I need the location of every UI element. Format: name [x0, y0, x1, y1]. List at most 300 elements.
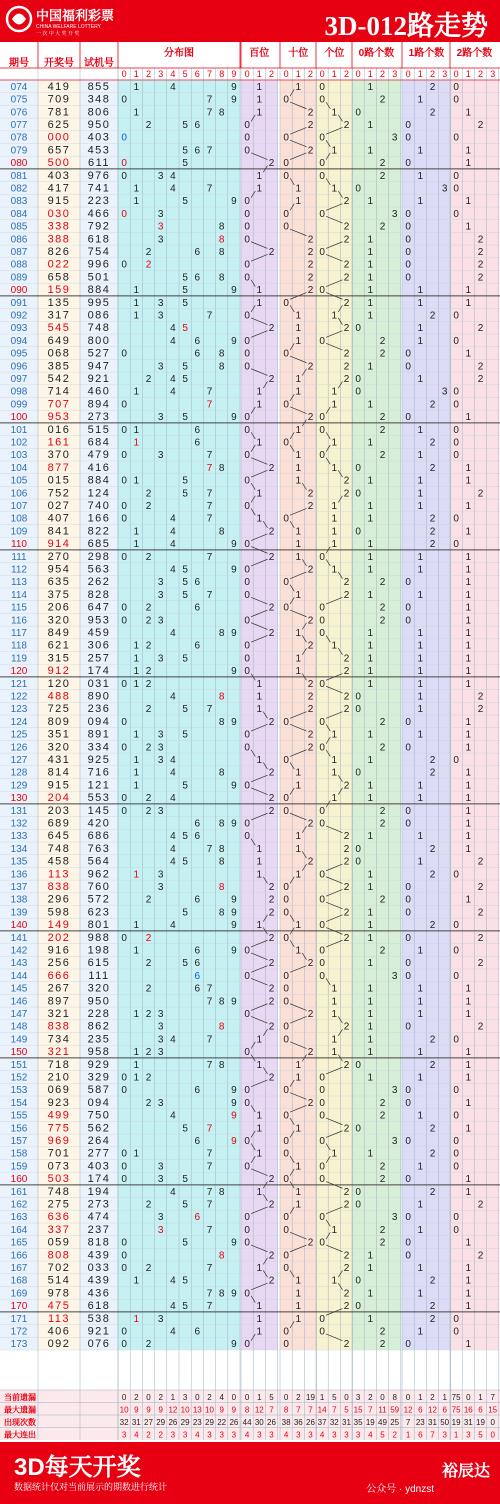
- route-mark: 2: [343, 234, 350, 246]
- stats-value: 0: [405, 1392, 411, 1402]
- route-mark: 1: [295, 526, 302, 538]
- count-mark: 0: [405, 361, 411, 373]
- stats-value: 2: [146, 1430, 151, 1440]
- route-mark: 0: [319, 602, 325, 614]
- route-mark: 2: [268, 894, 275, 906]
- route-mark: 0: [319, 450, 325, 462]
- dist-mark: 9: [231, 920, 237, 932]
- count-mark: 0: [453, 1034, 459, 1046]
- dist-mark: 0: [121, 742, 127, 754]
- dist-mark: 8: [218, 1250, 225, 1262]
- draw-cell: 073: [47, 1160, 71, 1173]
- dist-mark: 4: [170, 539, 176, 551]
- period-cell: 160: [10, 1174, 28, 1186]
- dist-mark: 5: [182, 297, 188, 309]
- route-mark: 1: [256, 678, 263, 690]
- route-mark: 1: [295, 1186, 302, 1198]
- route-mark: 1: [256, 107, 263, 119]
- trial-cell: 801: [87, 919, 111, 932]
- route-mark: 1: [256, 869, 263, 881]
- trial-cell: 474: [87, 1211, 111, 1224]
- count-mark: 1: [465, 780, 472, 792]
- period-cell: 078: [10, 132, 28, 144]
- dist-mark: 7: [206, 1034, 213, 1046]
- draw-cell: 203: [47, 804, 71, 817]
- route-digit-label: 1: [331, 69, 337, 79]
- count-mark: 0: [453, 945, 459, 957]
- count-mark: 0: [405, 894, 411, 906]
- header-period: 期号: [9, 58, 29, 69]
- count-mark: 1: [367, 119, 374, 131]
- route-mark: 0: [319, 818, 325, 830]
- stats-value: 7: [332, 1405, 337, 1415]
- dist-mark: 1: [133, 869, 140, 881]
- period-cell: 165: [10, 1237, 28, 1249]
- route-mark: 0: [244, 1224, 250, 1236]
- dist-mark: 0: [121, 513, 127, 525]
- count-mark: 1: [465, 843, 472, 855]
- route-mark: 0: [283, 208, 289, 220]
- route-digit-label: 1: [295, 69, 301, 79]
- dist-mark: 6: [194, 640, 201, 652]
- route-mark: 0: [244, 1135, 250, 1147]
- route-mark: 1: [331, 1148, 338, 1160]
- route-mark: 2: [343, 780, 350, 792]
- trial-cell: 439: [87, 1249, 111, 1262]
- count-mark: 1: [465, 615, 472, 627]
- dist-mark: 0: [121, 793, 127, 805]
- count-mark: 1: [417, 450, 424, 462]
- count-mark: 1: [465, 640, 472, 652]
- dist-mark: 1: [133, 1072, 140, 1084]
- dist-digit-label: 3: [158, 69, 164, 79]
- stats-value: 7: [368, 1405, 373, 1415]
- route-mark: 0: [319, 132, 325, 144]
- period-cell: 153: [10, 1085, 28, 1097]
- dist-mark: 2: [145, 1072, 152, 1084]
- count-mark: 1: [417, 424, 424, 436]
- header-r0count: 0路个数: [358, 48, 395, 59]
- draw-cell: 514: [47, 1274, 71, 1287]
- route-mark: 0: [244, 500, 250, 512]
- route-mark: 0: [283, 94, 289, 106]
- dist-mark: 1: [133, 653, 140, 665]
- count-mark: 1: [417, 945, 424, 957]
- route-mark: 0: [244, 145, 250, 157]
- route-mark: 2: [268, 805, 275, 817]
- dist-mark: 9: [231, 996, 237, 1008]
- dist-mark: 2: [145, 805, 152, 817]
- stats-value: 8: [283, 1405, 289, 1415]
- count-mark: 3: [391, 208, 398, 220]
- dist-mark: 1: [133, 297, 140, 309]
- draw-cell: 748: [47, 842, 71, 855]
- stats-value: 4: [244, 1430, 250, 1440]
- dist-mark: 5: [182, 1275, 188, 1287]
- route-mark: 0: [244, 1097, 250, 1109]
- trial-cell: 587: [87, 1084, 111, 1097]
- stats-value: 6: [442, 1405, 447, 1415]
- count-mark: 1: [465, 1237, 472, 1249]
- count-mark: 0: [355, 526, 361, 538]
- route-mark: 1: [331, 107, 338, 119]
- draw-cell: 702: [47, 1261, 71, 1274]
- count-mark: 1: [417, 691, 424, 703]
- stats-value: 15: [488, 1405, 498, 1415]
- period-cell: 127: [10, 754, 28, 766]
- count-mark: 2: [429, 869, 436, 881]
- route-mark: 1: [256, 1313, 263, 1325]
- dist-mark: 8: [218, 107, 225, 119]
- stats-value: 3: [355, 1430, 361, 1440]
- dist-mark: 2: [145, 932, 152, 944]
- draw-cell: 838: [47, 1020, 71, 1033]
- route-digit-label: 2: [307, 69, 314, 79]
- count-mark: 0: [405, 259, 411, 271]
- stats-label: 最大遗漏: [4, 1405, 36, 1415]
- dist-mark: 7: [206, 183, 213, 195]
- count-mark: 2: [379, 1339, 386, 1351]
- dist-mark: 7: [206, 1148, 213, 1160]
- period-cell: 100: [10, 412, 28, 424]
- count-mark: 1: [417, 627, 424, 639]
- route-mark: 0: [283, 1174, 289, 1186]
- count-mark: 3: [391, 970, 398, 982]
- period-cell: 162: [10, 1199, 28, 1211]
- trial-cell: 564: [87, 855, 111, 868]
- stats-value: 14: [317, 1405, 327, 1415]
- dist-mark: 4: [170, 526, 176, 538]
- route-mark: 2: [307, 1237, 314, 1249]
- dist-mark: 0: [121, 1148, 127, 1160]
- count-mark: 2: [379, 1174, 386, 1186]
- dist-mark: 7: [206, 843, 213, 855]
- count-mark: 1: [367, 983, 374, 995]
- route-mark: 0: [319, 1326, 325, 1338]
- route-mark: 1: [256, 704, 263, 716]
- count-mark: 3: [441, 386, 448, 398]
- count-mark: 1: [465, 551, 472, 563]
- stats-value: 0: [490, 1417, 495, 1427]
- draw-cell: 897: [47, 995, 71, 1008]
- dist-mark: 8: [218, 272, 225, 284]
- dist-mark: 7: [206, 500, 213, 512]
- dist-mark: 9: [231, 907, 237, 919]
- count-mark: 1: [367, 666, 374, 678]
- dist-mark: 0: [121, 1250, 127, 1262]
- dist-mark: 6: [194, 602, 201, 614]
- count-mark: 1: [367, 1313, 374, 1325]
- dist-mark: 1: [133, 539, 140, 551]
- route-mark: 1: [295, 653, 302, 665]
- route-mark: 0: [283, 793, 289, 805]
- draw-cell: 849: [47, 626, 71, 639]
- dist-mark: 7: [206, 551, 213, 563]
- draw-cell: 645: [47, 830, 71, 843]
- dist-mark: 5: [182, 958, 188, 970]
- route-mark: 1: [295, 1313, 302, 1325]
- period-cell: 102: [10, 437, 28, 449]
- trial-cell: 174: [87, 665, 111, 678]
- count-mark: 0: [405, 1097, 411, 1109]
- period-cell: 117: [11, 627, 27, 639]
- count-mark: 2: [379, 742, 386, 754]
- dist-mark: 7: [206, 1199, 213, 1211]
- count-mark: 0: [405, 234, 411, 246]
- route-mark: 1: [256, 1110, 263, 1122]
- route-mark: 0: [283, 881, 289, 893]
- route-mark: 2: [343, 907, 350, 919]
- stats-value: 7: [405, 1417, 411, 1427]
- trial-cell: 198: [87, 944, 111, 957]
- count-mark: 0: [453, 450, 459, 462]
- dist-mark: 3: [157, 1008, 164, 1020]
- count-mark: 2: [379, 577, 386, 589]
- route-mark: 2: [343, 1250, 350, 1262]
- route-mark: 1: [295, 945, 302, 957]
- dist-mark: 6: [194, 958, 201, 970]
- route-mark: 0: [319, 945, 325, 957]
- count-mark: 0: [355, 843, 361, 855]
- stats-value: 5: [344, 1405, 349, 1415]
- stats-value: 0: [146, 1392, 151, 1402]
- route-mark: 0: [244, 234, 250, 246]
- stats-value: 4: [134, 1430, 139, 1440]
- dist-digit-label: 4: [170, 69, 176, 79]
- count-mark: 1: [367, 627, 374, 639]
- stats-value: 1: [170, 1392, 176, 1402]
- draw-cell: 954: [47, 563, 71, 576]
- dist-mark: 6: [194, 335, 201, 347]
- dist-mark: 6: [194, 1326, 201, 1338]
- period-cell: 168: [10, 1275, 28, 1287]
- stats-value: 29: [205, 1417, 214, 1427]
- route-mark: 0: [244, 742, 250, 754]
- stats-value: 1: [319, 1392, 325, 1402]
- dist-mark: 7: [206, 996, 213, 1008]
- dist-mark: 1: [133, 678, 140, 690]
- route-mark: 0: [319, 208, 325, 220]
- route-mark: 0: [244, 1237, 250, 1249]
- period-cell: 137: [10, 881, 28, 893]
- route-mark: 0: [244, 666, 250, 678]
- draw-cell: 488: [47, 690, 71, 703]
- trial-cell: 716: [87, 766, 111, 779]
- count-mark: 1: [367, 1148, 374, 1160]
- route-mark: 1: [256, 843, 263, 855]
- draw-cell: 030: [47, 207, 71, 220]
- route-mark: 2: [343, 856, 350, 868]
- dist-mark: 0: [121, 1174, 127, 1186]
- stats-value: 7: [296, 1405, 301, 1415]
- route-mark: 0: [319, 1072, 325, 1084]
- route-mark: 0: [244, 1008, 250, 1020]
- count-mark: 1: [417, 1262, 424, 1274]
- period-cell: 151: [10, 1059, 28, 1071]
- count-mark: 1: [465, 831, 472, 843]
- dist-mark: 3: [157, 170, 164, 182]
- stats-value: 25: [390, 1417, 400, 1427]
- route-digit-label: 0: [283, 69, 289, 79]
- draw-cell: 351: [47, 728, 71, 741]
- count-mark: 1: [367, 1034, 374, 1046]
- route-mark: 1: [331, 183, 338, 195]
- draw-cell: 315: [47, 652, 71, 665]
- count-mark: 0: [405, 742, 411, 754]
- route-digit-label: 2: [429, 69, 436, 79]
- count-mark: 1: [417, 323, 424, 335]
- trial-cell: 995: [87, 296, 111, 309]
- trial-cell: 947: [87, 360, 111, 373]
- route-mark: 0: [283, 1224, 289, 1236]
- route-mark: 0: [319, 678, 325, 690]
- route-mark: 0: [319, 869, 325, 881]
- route-mark: 0: [283, 1326, 289, 1338]
- stats-value: 9: [146, 1405, 151, 1415]
- count-mark: 1: [367, 1250, 374, 1262]
- count-mark: 3: [441, 183, 448, 195]
- period-cell: 095: [10, 348, 28, 360]
- stats-value: 26: [267, 1417, 276, 1427]
- route-mark: 2: [343, 843, 350, 855]
- route-mark: 1: [256, 386, 263, 398]
- period-cell: 141: [10, 932, 28, 944]
- count-mark: 2: [477, 119, 484, 131]
- trial-cell: 237: [87, 1223, 111, 1236]
- period-cell: 121: [10, 678, 28, 690]
- dist-mark: 1: [133, 107, 140, 119]
- draw-cell: 320: [47, 741, 71, 754]
- route-mark: 2: [268, 1021, 275, 1033]
- period-cell: 107: [10, 500, 28, 512]
- period-cell: 122: [10, 691, 28, 703]
- count-mark: 0: [453, 170, 459, 182]
- dist-mark: 0: [121, 551, 127, 563]
- route-mark: 1: [295, 767, 302, 779]
- stats-value: 4: [219, 1392, 224, 1402]
- draw-cell: 419: [47, 80, 71, 93]
- route-mark: 0: [319, 894, 325, 906]
- count-mark: 1: [367, 780, 374, 792]
- dist-mark: 1: [133, 945, 140, 957]
- route-mark: 1: [331, 386, 338, 398]
- route-mark: 2: [268, 551, 275, 563]
- dist-mark: 8: [218, 881, 225, 893]
- route-mark: 2: [268, 1174, 275, 1186]
- dist-mark: 2: [145, 958, 152, 970]
- route-mark: 0: [244, 640, 250, 652]
- header-draw: 开奖号: [44, 58, 74, 69]
- count-mark: 1: [465, 564, 472, 576]
- stats-value: 3: [219, 1430, 224, 1440]
- count-mark: 1: [367, 958, 374, 970]
- dist-mark: 5: [182, 653, 188, 665]
- period-cell: 104: [10, 462, 28, 474]
- route-mark: 1: [295, 310, 302, 322]
- draw-cell: 916: [47, 944, 71, 957]
- count-mark: 2: [379, 894, 386, 906]
- period-cell: 096: [10, 361, 28, 373]
- draw-cell: 499: [47, 1109, 71, 1122]
- stats-value: 7: [490, 1392, 495, 1402]
- count-mark: 0: [355, 1275, 361, 1287]
- count-mark: 1: [417, 297, 424, 309]
- dist-mark: 9: [231, 1110, 237, 1122]
- count-mark: 1: [417, 170, 424, 182]
- route-mark: 2: [307, 412, 314, 424]
- route-mark: 0: [319, 1135, 325, 1147]
- route-mark: 2: [343, 881, 350, 893]
- period-cell: 099: [10, 399, 28, 411]
- count-mark: 2: [477, 907, 484, 919]
- period-cell: 142: [10, 945, 28, 957]
- trial-cell: 194: [87, 1185, 111, 1198]
- count-mark: 2: [379, 158, 386, 170]
- route-mark: 1: [331, 145, 338, 157]
- count-mark: 2: [379, 1237, 386, 1249]
- route-mark: 0: [283, 716, 289, 728]
- route-mark: 0: [283, 1021, 289, 1033]
- trial-cell: 760: [87, 880, 111, 893]
- count-mark: 0: [355, 107, 361, 119]
- route-mark: 1: [331, 640, 338, 652]
- draw-cell: 016: [47, 423, 71, 436]
- dist-mark: 2: [145, 259, 152, 271]
- count-mark: 1: [417, 145, 424, 157]
- draw-cell: 500: [47, 157, 71, 170]
- trial-cell: 921: [87, 1325, 111, 1338]
- period-cell: 173: [10, 1339, 28, 1351]
- route-digit-label: 0: [453, 69, 459, 79]
- route-mark: 1: [295, 424, 302, 436]
- count-mark: 0: [405, 221, 411, 233]
- stats-value: 38: [281, 1417, 291, 1427]
- dist-mark: 7: [206, 1224, 213, 1236]
- period-cell: 088: [10, 259, 28, 271]
- route-mark: 1: [256, 437, 263, 449]
- draw-cell: 912: [47, 665, 71, 678]
- route-mark: 0: [244, 564, 250, 576]
- dist-mark: 3: [157, 412, 164, 424]
- dist-mark: 9: [231, 716, 237, 728]
- route-mark: 1: [295, 462, 302, 474]
- trial-cell: 479: [87, 449, 111, 462]
- count-mark: 1: [367, 754, 374, 766]
- dist-mark: 4: [170, 1301, 176, 1313]
- dist-mark: 6: [194, 437, 201, 449]
- trial-cell: 403: [87, 1160, 111, 1173]
- stats-value: 6: [478, 1405, 483, 1415]
- route-mark: 2: [307, 500, 314, 512]
- dist-mark: 1: [133, 475, 140, 487]
- dist-mark: 4: [170, 183, 176, 195]
- route-mark: 0: [319, 170, 325, 182]
- route-mark: 2: [268, 158, 275, 170]
- trial-cell: 094: [87, 1096, 111, 1109]
- dist-mark: 6: [194, 970, 201, 982]
- draw-cell: 159: [47, 284, 71, 297]
- dist-mark: 2: [145, 119, 152, 131]
- count-mark: 1: [465, 729, 472, 741]
- trial-cell: 277: [87, 1147, 111, 1160]
- dist-mark: 7: [206, 983, 213, 995]
- trial-cell: 929: [87, 1058, 111, 1071]
- dist-mark: 0: [121, 1262, 127, 1274]
- period-cell: 139: [10, 907, 28, 919]
- route-mark: 0: [283, 805, 289, 817]
- dist-digit-label: 7: [206, 69, 213, 79]
- dist-mark: 7: [206, 1123, 213, 1135]
